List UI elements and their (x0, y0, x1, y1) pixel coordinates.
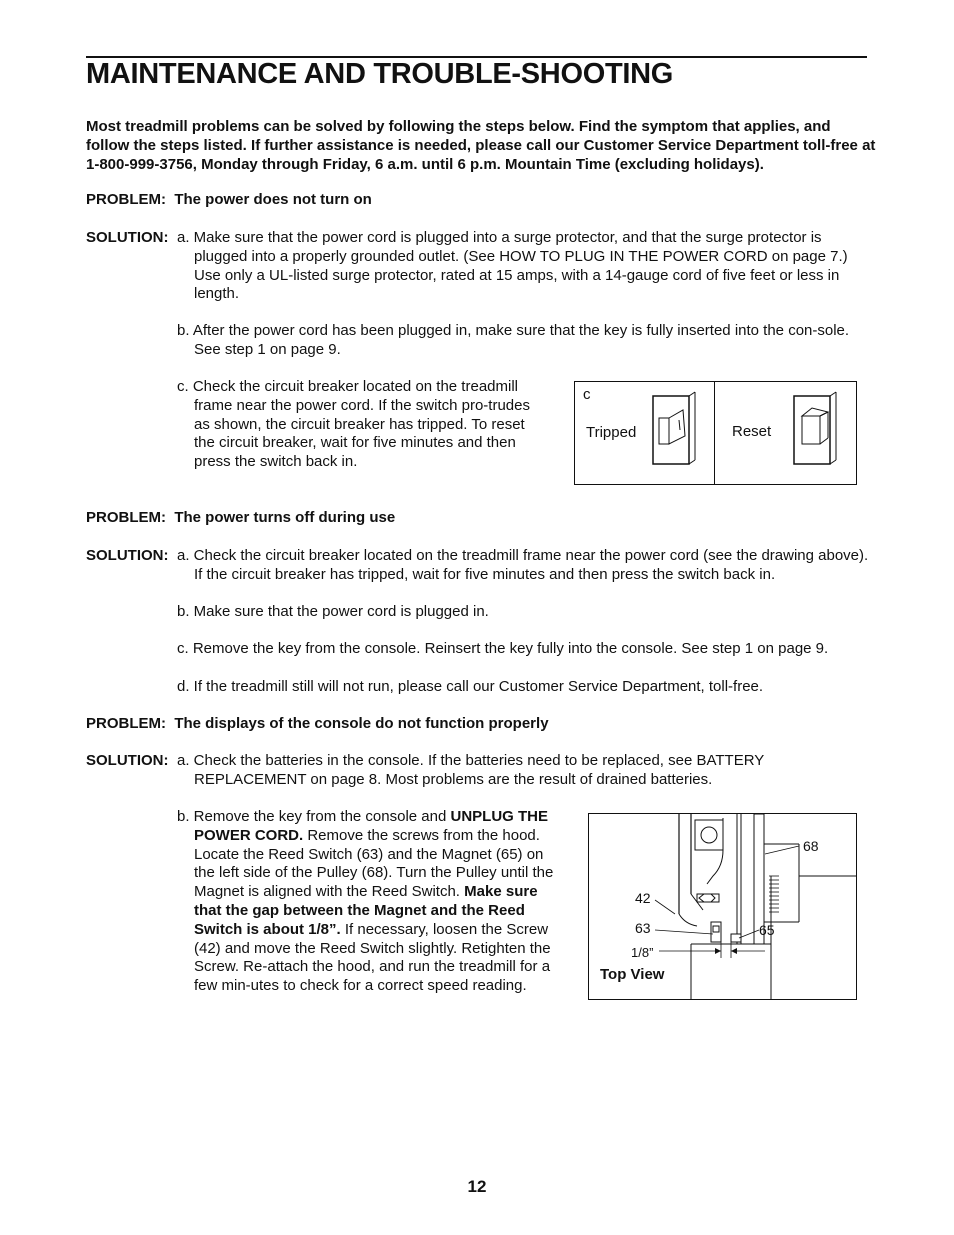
figure-caption: Top View (600, 966, 665, 983)
label-65: 65 (759, 922, 775, 938)
solution-label: SOLUTION: (86, 229, 169, 246)
solution-3b: b. Remove the key from the console and UNPLUG THE POWER CORD. Remove the screws from the hood. Locate the Reed Switch (63) and the Magnet (65) on the left side of the Pulley (68). Turn the Pulley until the Magnet is aligned with the Reed Switch. Make sure that the gap between the Magnet and the Reed Switch is about 1/8”. If necessary, loosen the Screw (42) and move the Reed Switch slightly. Retighten the Screw. Re-attach the hood, and run the treadmill for a few min-utes to check for a correct speed reading. (177, 808, 554, 995)
intro-paragraph: Most treadmill problems can be solved by following the steps below. Find the symptom that applies, and follow the steps listed. If further assistance is needed, please call our Customer Service Department toll-free at 1-800-999-3756, Monday through Friday, 6 a.m. until 6 p.m. Mountain Time (excluding holidays). (86, 118, 876, 173)
page-title: MAINTENANCE AND TROUBLE-SHOOTING (86, 58, 674, 90)
problem-text: The power turns off during use (174, 509, 396, 526)
solution-2a: a. Check the circuit breaker located on the treadmill frame near the power cord (see the drawing above). If the circuit breaker has tripped, wait for five minutes and then press the switch back in. (177, 547, 869, 583)
figure-letter: c (583, 386, 591, 403)
label-42: 42 (635, 890, 651, 906)
solution-1a: a. Make sure that the power cord is plugged into a surge protector, and that the surge protector is plugged into a properly grounded outlet. (See HOW TO PLUG IN THE POWER CORD on page 7.) Use only a UL-listed surge protector, rated at 15 amps, with a 14-gauge cord of five feet or less in length. (177, 229, 848, 303)
reset-switch-icon (790, 390, 842, 470)
solution-2d: d. If the treadmill still will not run, please call our Customer Service Department, toll-free. (177, 678, 764, 695)
solution-1c: c. Check the circuit breaker located on the treadmill frame near the power cord. If the switch pro-trudes as shown, the circuit breaker has tripped. To reset the circuit breaker, wait for five minutes and then press the switch back in. (177, 378, 530, 471)
solution-label: SOLUTION: (86, 752, 169, 769)
solution-2c: c. Remove the key from the console. Reinsert the key fully into the console. See step 1 on page 9. (177, 640, 829, 657)
tripped-switch-icon (649, 390, 701, 470)
label-68: 68 (803, 838, 819, 854)
problem-label: PROBLEM: (86, 715, 166, 732)
circuit-breaker-figure (574, 381, 857, 485)
solution-1b: b. After the power cord has been plugged in, make sure that the key is fully inserted into the con-sole. See step 1 on page 9. (177, 322, 850, 358)
figure-divider (714, 382, 715, 484)
problem-text: The displays of the console do not function properly (174, 715, 549, 732)
label-gap: 1/8” (631, 945, 654, 960)
solution-3a: a. Check the batteries in the console. If the batteries need to be replaced, see BATTERY REPLACEMENT on page 8. Most problems are the result of drained batteries. (177, 752, 765, 788)
problem-text: The power does not turn on (174, 191, 372, 208)
problem-2-heading (86, 509, 395, 526)
problem-1-heading (86, 191, 372, 208)
problem-label: PROBLEM: (86, 509, 166, 526)
reed-switch-figure (588, 813, 857, 1000)
solution-label: SOLUTION: (86, 547, 169, 564)
reset-label: Reset (732, 423, 772, 440)
label-63: 63 (635, 920, 651, 936)
solution-2b: b. Make sure that the power cord is plugged in. (177, 603, 489, 620)
problem-label: PROBLEM: (86, 191, 166, 208)
tripped-label: Tripped (586, 424, 637, 441)
problem-3-heading (86, 715, 549, 732)
page-number: 12 (467, 1177, 487, 1196)
